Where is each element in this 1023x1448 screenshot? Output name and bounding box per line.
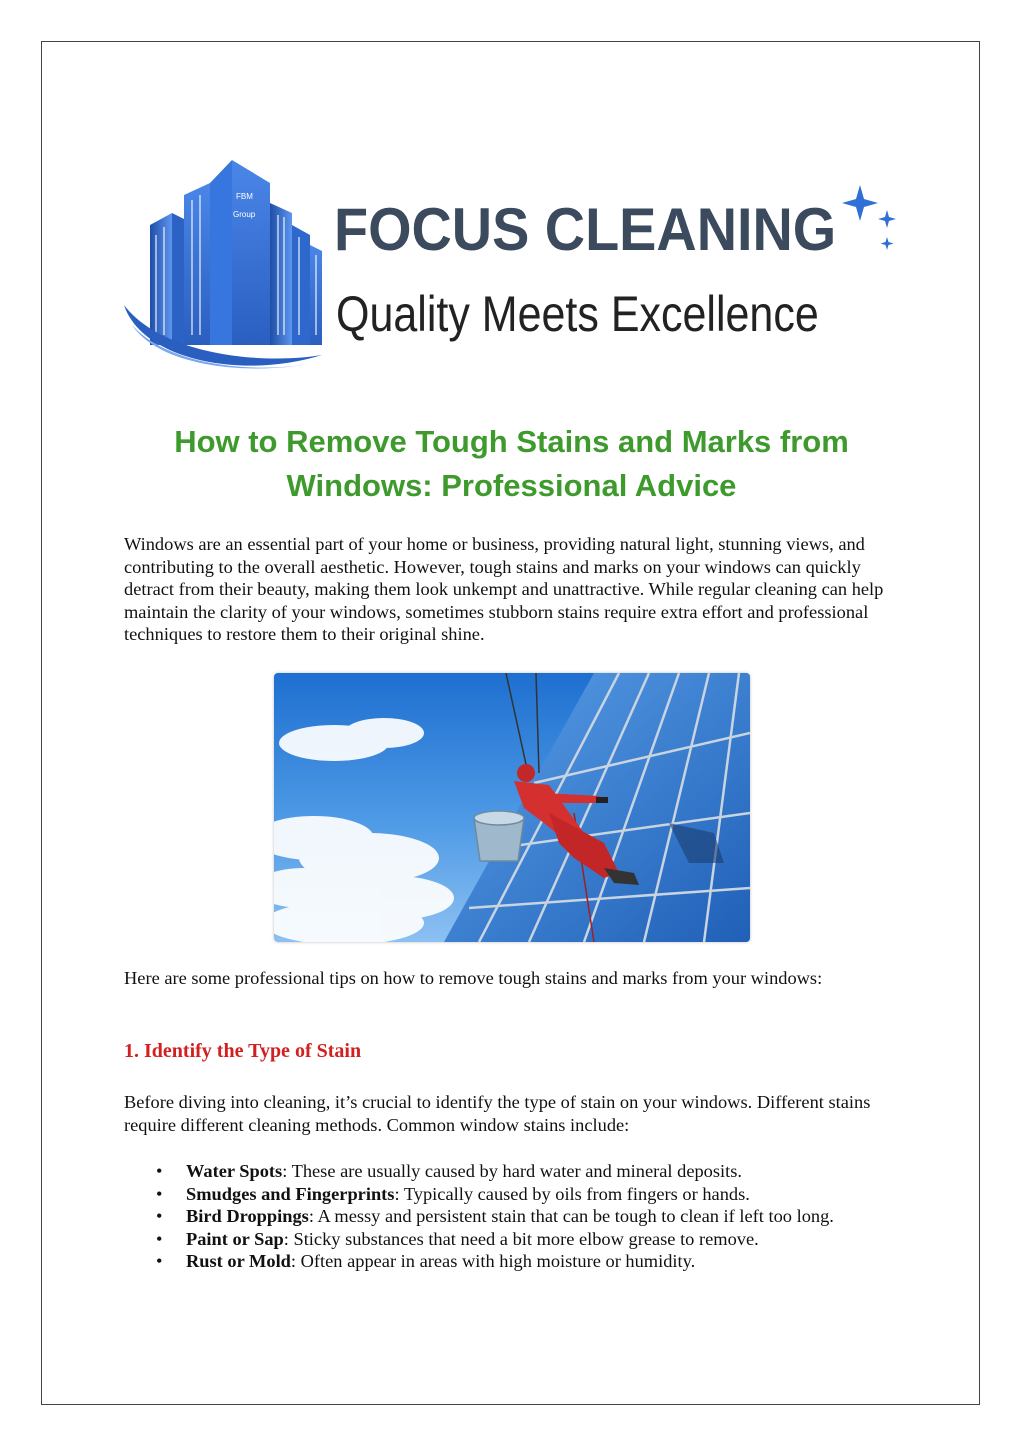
logo-buildings-graphic [122, 155, 904, 380]
list-item-desc: : Sticky substances that need a bit more elbow grease to remove. [283, 1228, 759, 1249]
section-body-paragraph: Before diving into cleaning, it’s crucial to identify the type of stain on your windows. Different stains require different cleaning methods. Common window stains include: [124, 1092, 871, 1135]
list-item-term: Water Spots [186, 1161, 283, 1181]
svg-text:FBM: FBM [236, 192, 253, 201]
bullet-icon: • [156, 1183, 163, 1204]
svg-text:Group: Group [233, 210, 256, 219]
logo-tagline: Quality Meets Excellence [336, 286, 819, 342]
bullet-icon: • [156, 1161, 163, 1181]
list-item [124, 1160, 894, 1183]
article-title: How to Remove Tough Stains and Marks from Windows: Professional Advice [174, 424, 849, 503]
section-heading-identify-stain: 1. Identify the Type of Stain [124, 1040, 362, 1062]
company-logo [122, 155, 904, 380]
intro-paragraph: Windows are an essential part of your home or business, providing natural light, stunning views, and contributing to the overall aesthetic. However, tough stains and marks on your windows can quickly detract from their beauty, making them look unkempt and unattractive. While regular cleaning can help maintain the clarity of your windows, sometimes stubborn stains require extra effort and professional techniques to restore them to their original shine. [124, 534, 884, 645]
list-item-desc: : These are usually caused by hard water and mineral deposits. [282, 1161, 743, 1181]
list-item-desc: : Typically caused by oils from fingers or hands. [394, 1183, 750, 1204]
list-item-term: Rust or Mold [186, 1251, 291, 1272]
tips-intro-paragraph: Here are some professional tips on how to remove tough stains and marks from your windows: [124, 968, 823, 988]
bullet-icon: • [156, 1206, 163, 1227]
bullet-icon: • [156, 1251, 163, 1272]
window-cleaner-photo [274, 673, 750, 942]
list-item [124, 1250, 894, 1273]
list-item [124, 1183, 894, 1206]
list-item [124, 1228, 894, 1251]
list-item-term: Smudges and Fingerprints [186, 1183, 395, 1204]
list-item-desc: : Often appear in areas with high moisture or humidity. [290, 1251, 696, 1272]
list-item-term: Paint or Sap [186, 1228, 284, 1249]
list-item [124, 1205, 894, 1228]
list-item-desc: : A messy and persistent stain that can be tough to clean if left too long. [308, 1206, 834, 1227]
logo-brand-name: FOCUS CLEANING [334, 196, 837, 263]
list-item-term: Bird Droppings [186, 1206, 309, 1227]
stain-types-list [124, 1160, 894, 1273]
bullet-icon: • [156, 1228, 163, 1249]
